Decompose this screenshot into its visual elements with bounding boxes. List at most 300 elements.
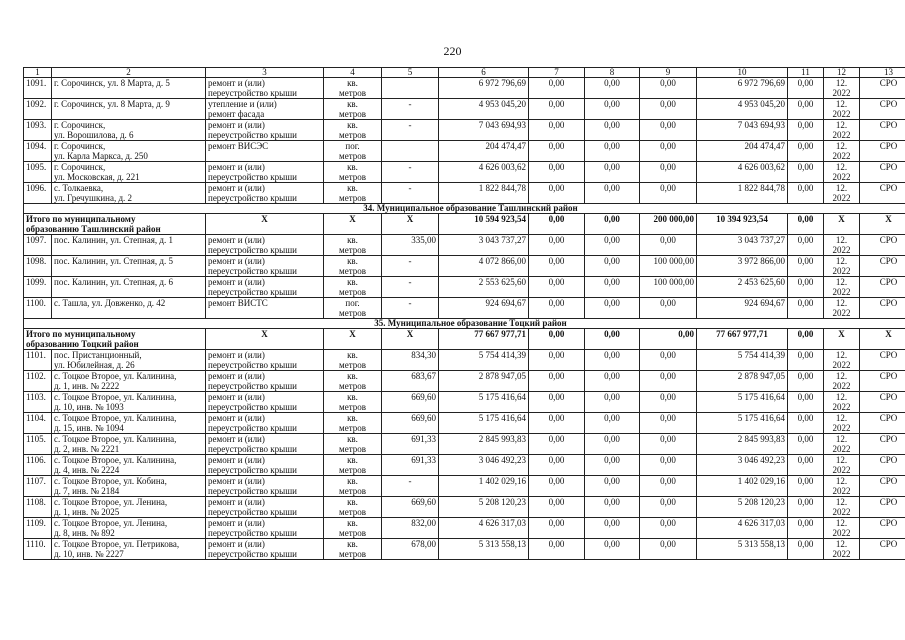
deadline xyxy=(824,476,860,497)
unit-line: метров xyxy=(339,381,366,391)
work-type xyxy=(206,120,324,141)
deadline-line: 2022 xyxy=(832,193,851,203)
row-number: 1104. xyxy=(24,413,52,434)
work-type xyxy=(206,413,324,434)
x-mark: Х xyxy=(382,214,439,235)
funding-value: 5 208 120,23 xyxy=(697,497,788,518)
deadline-line: 2022 xyxy=(832,287,851,297)
unit-line: метров xyxy=(339,465,366,475)
row-number: 1109. xyxy=(24,518,52,539)
funding-value: 0,00 xyxy=(585,434,640,455)
column-number: 3 xyxy=(206,68,324,78)
work-type xyxy=(206,78,324,99)
funding-value: 0,00 xyxy=(585,392,640,413)
column-number: 6 xyxy=(439,68,529,78)
method: СРО xyxy=(860,434,905,455)
funding-value: 204 474,47 xyxy=(697,141,788,162)
funding-value: 6 972 796,69 xyxy=(697,78,788,99)
address-line: с. Тоцкое Второе, ул. Петрикова, xyxy=(54,539,180,549)
method: СРО xyxy=(860,455,905,476)
row-number: 1102. xyxy=(24,371,52,392)
address-line: д. 8, инв. № 892 xyxy=(54,528,115,538)
subtotal-label-line: образованию Ташлинский район xyxy=(26,224,161,234)
work-type-line: ремонт и (или) xyxy=(208,497,265,507)
funding-value: 0,00 xyxy=(788,235,824,256)
work-type xyxy=(206,371,324,392)
work-type-line: переустройство крыши xyxy=(208,130,297,140)
subtotal-label xyxy=(24,329,206,350)
funding-value: 0,00 xyxy=(585,298,640,319)
work-type-line: переустройство крыши xyxy=(208,465,297,475)
work-type xyxy=(206,350,324,371)
unit xyxy=(324,277,382,298)
funding-value: 0,00 xyxy=(788,99,824,120)
table-row xyxy=(24,455,905,476)
deadline-line: 12. xyxy=(835,277,848,287)
area: 669,60 xyxy=(382,497,439,518)
deadline xyxy=(824,162,860,183)
deadline-line: 12. xyxy=(835,99,848,109)
unit-line: метров xyxy=(339,130,366,140)
total-cost: 3 043 737,27 xyxy=(439,235,529,256)
deadline-line: 12. xyxy=(835,298,848,308)
deadline-line: 2022 xyxy=(832,444,851,454)
funding-value: 0,00 xyxy=(529,371,585,392)
funding-value: 0,00 xyxy=(585,141,640,162)
row-number: 1106. xyxy=(24,455,52,476)
unit-line: метров xyxy=(339,287,366,297)
unit-line: кв. xyxy=(347,539,358,549)
address xyxy=(52,120,206,141)
work-type-line: переустройство крыши xyxy=(208,507,297,517)
work-type-line: ремонт и (или) xyxy=(208,162,265,172)
capital-repair-register-table xyxy=(23,67,905,560)
address xyxy=(52,141,206,162)
area: - xyxy=(382,476,439,497)
funding-value: 1 402 029,16 xyxy=(697,476,788,497)
column-number: 12 xyxy=(824,68,860,78)
total-cost: 5 175 416,64 xyxy=(439,413,529,434)
funding-value: 0,00 xyxy=(585,235,640,256)
area xyxy=(382,78,439,99)
unit xyxy=(324,99,382,120)
row-number: 1093. xyxy=(24,120,52,141)
table-row xyxy=(24,183,905,204)
deadline-line: 12. xyxy=(835,518,848,528)
method: СРО xyxy=(860,298,905,319)
funding-value: 4 626 003,62 xyxy=(697,162,788,183)
row-number: 1100. xyxy=(24,298,52,319)
funding-value: 100 000,00 xyxy=(640,256,697,277)
table-row xyxy=(24,518,905,539)
address-line: г. Сорочинск, xyxy=(54,162,106,172)
address-line: г. Сорочинск, xyxy=(54,141,106,151)
subtotal-row xyxy=(24,214,905,235)
funding-value: 77 667 977,71 xyxy=(697,329,788,350)
work-type: ремонт ВИСТС xyxy=(206,298,324,319)
total-cost: 2 553 625,60 xyxy=(439,277,529,298)
total-cost: 204 474,47 xyxy=(439,141,529,162)
funding-value: 0,00 xyxy=(585,99,640,120)
section-title: 34. Муниципальное образование Ташлинский район xyxy=(24,204,905,214)
work-type-line: ремонт и (или) xyxy=(208,235,265,245)
area: 335,00 xyxy=(382,235,439,256)
deadline xyxy=(824,298,860,319)
deadline-line: 2022 xyxy=(832,549,851,559)
row-number: 1094. xyxy=(24,141,52,162)
funding-value: 0,00 xyxy=(585,350,640,371)
address-line: д. 15, инв. № 1094 xyxy=(54,423,124,433)
unit-line: кв. xyxy=(347,413,358,423)
deadline xyxy=(824,256,860,277)
total-cost: 924 694,67 xyxy=(439,298,529,319)
work-type-line: переустройство крыши xyxy=(208,88,297,98)
area: 669,60 xyxy=(382,392,439,413)
unit-line: метров xyxy=(339,151,366,161)
deadline-line: 2022 xyxy=(832,486,851,496)
funding-value: 0,00 xyxy=(788,256,824,277)
funding-value: 1 822 844,78 xyxy=(697,183,788,204)
funding-value: 0,00 xyxy=(585,162,640,183)
funding-value: 0,00 xyxy=(640,455,697,476)
funding-value: 0,00 xyxy=(585,78,640,99)
method: СРО xyxy=(860,256,905,277)
address-line: д. 7, инв. № 2184 xyxy=(54,486,120,496)
deadline-line: 12. xyxy=(835,350,848,360)
unit-line: кв. xyxy=(347,371,358,381)
funding-value: 4 626 317,03 xyxy=(697,518,788,539)
work-type-line: переустройство крыши xyxy=(208,172,297,182)
x-mark: Х xyxy=(860,214,905,235)
address-line: д. 10, инв. № 2227 xyxy=(54,549,124,559)
work-type xyxy=(206,392,324,413)
unit-line: кв. xyxy=(347,183,358,193)
total-cost: 4 072 866,00 xyxy=(439,256,529,277)
area xyxy=(382,141,439,162)
unit-line: кв. xyxy=(347,78,358,88)
funding-value: 0,00 xyxy=(529,78,585,99)
address-line: ул. Ворошилова, д. 6 xyxy=(54,130,134,140)
funding-value: 0,00 xyxy=(788,329,824,350)
unit xyxy=(324,413,382,434)
unit-line: метров xyxy=(339,172,366,182)
deadline xyxy=(824,392,860,413)
funding-value: 0,00 xyxy=(585,518,640,539)
area: 669,60 xyxy=(382,413,439,434)
address xyxy=(52,392,206,413)
funding-value: 0,00 xyxy=(585,214,640,235)
total-cost: 77 667 977,71 xyxy=(439,329,529,350)
address: пос. Калинин, ул. Степная, д. 1 xyxy=(52,235,206,256)
unit-line: метров xyxy=(339,360,366,370)
funding-value: 0,00 xyxy=(529,298,585,319)
subtotal-row xyxy=(24,329,905,350)
funding-value: 0,00 xyxy=(585,277,640,298)
work-type-line: утепление и (или) xyxy=(208,99,277,109)
unit-line: метров xyxy=(339,308,366,318)
table-row xyxy=(24,162,905,183)
funding-value: 0,00 xyxy=(788,497,824,518)
deadline xyxy=(824,455,860,476)
funding-value: 0,00 xyxy=(788,539,824,560)
funding-value: 0,00 xyxy=(529,329,585,350)
unit xyxy=(324,78,382,99)
work-type xyxy=(206,162,324,183)
section-heading-row xyxy=(24,319,905,329)
unit-line: метров xyxy=(339,245,366,255)
funding-value: 0,00 xyxy=(640,329,697,350)
work-type-line: ремонт и (или) xyxy=(208,392,265,402)
row-number: 1091. xyxy=(24,78,52,99)
deadline xyxy=(824,350,860,371)
deadline xyxy=(824,413,860,434)
work-type-line: переустройство крыши xyxy=(208,423,297,433)
section-heading-row xyxy=(24,204,905,214)
x-mark: Х xyxy=(324,329,382,350)
address: г. Сорочинск, ул. 8 Марта, д. 5 xyxy=(52,78,206,99)
table-row xyxy=(24,141,905,162)
table-row xyxy=(24,371,905,392)
unit-line: метров xyxy=(339,88,366,98)
address-line: д. 4, инв. № 2224 xyxy=(54,465,120,475)
funding-value: 0,00 xyxy=(640,350,697,371)
deadline-line: 12. xyxy=(835,413,848,423)
unit xyxy=(324,539,382,560)
total-cost: 1 402 029,16 xyxy=(439,476,529,497)
address xyxy=(52,434,206,455)
column-number: 2 xyxy=(52,68,206,78)
address-line: д. 1, инв. № 2025 xyxy=(54,507,120,517)
funding-value: 0,00 xyxy=(788,120,824,141)
method: СРО xyxy=(860,350,905,371)
deadline-line: 2022 xyxy=(832,266,851,276)
unit-line: пог. xyxy=(345,141,360,151)
area: - xyxy=(382,120,439,141)
work-type-line: ремонт и (или) xyxy=(208,120,265,130)
unit-line: кв. xyxy=(347,235,358,245)
work-type: ремонт ВИСЭС xyxy=(206,141,324,162)
work-type xyxy=(206,99,324,120)
method: СРО xyxy=(860,78,905,99)
table-row xyxy=(24,298,905,319)
unit-line: пог. xyxy=(345,298,360,308)
funding-value: 0,00 xyxy=(585,256,640,277)
funding-value: 5 175 416,64 xyxy=(697,392,788,413)
address-line: ул. Карла Маркса, д. 250 xyxy=(54,151,148,161)
funding-value: 0,00 xyxy=(788,141,824,162)
work-type xyxy=(206,539,324,560)
unit-line: кв. xyxy=(347,476,358,486)
deadline-line: 2022 xyxy=(832,88,851,98)
address-line: с. Тоцкое Второе, ул. Калинина, xyxy=(54,434,177,444)
funding-value: 0,00 xyxy=(640,99,697,120)
funding-value: 5 175 416,64 xyxy=(697,413,788,434)
address xyxy=(52,539,206,560)
area: - xyxy=(382,183,439,204)
funding-value: 0,00 xyxy=(640,141,697,162)
deadline-line: 12. xyxy=(835,162,848,172)
address xyxy=(52,413,206,434)
area: - xyxy=(382,277,439,298)
deadline-line: 2022 xyxy=(832,528,851,538)
work-type xyxy=(206,434,324,455)
address-line: ул. Гречушкина, д. 2 xyxy=(54,193,133,203)
area: - xyxy=(382,99,439,120)
address-line: д. 1, инв. № 2222 xyxy=(54,381,120,391)
funding-value: 5 754 414,39 xyxy=(697,350,788,371)
work-type-line: ремонт и (или) xyxy=(208,518,265,528)
table-row xyxy=(24,476,905,497)
work-type-line: ремонт фасада xyxy=(208,109,265,119)
funding-value: 0,00 xyxy=(585,183,640,204)
row-number: 1098. xyxy=(24,256,52,277)
unit-line: кв. xyxy=(347,99,358,109)
funding-value: 0,00 xyxy=(640,392,697,413)
total-cost: 2 878 947,05 xyxy=(439,371,529,392)
method: СРО xyxy=(860,277,905,298)
table-row xyxy=(24,497,905,518)
funding-value: 3 043 737,27 xyxy=(697,235,788,256)
unit xyxy=(324,141,382,162)
total-cost: 1 822 844,78 xyxy=(439,183,529,204)
unit-line: метров xyxy=(339,444,366,454)
address xyxy=(52,350,206,371)
funding-value: 0,00 xyxy=(529,99,585,120)
work-type-line: ремонт и (или) xyxy=(208,350,265,360)
deadline-line: 12. xyxy=(835,371,848,381)
row-number: 1110. xyxy=(24,539,52,560)
address: с. Ташла, ул. Довженко, д. 42 xyxy=(52,298,206,319)
unit-line: кв. xyxy=(347,434,358,444)
method: СРО xyxy=(860,141,905,162)
total-cost: 5 208 120,23 xyxy=(439,497,529,518)
deadline-line: 2022 xyxy=(832,465,851,475)
work-type-line: ремонт и (или) xyxy=(208,256,265,266)
funding-value: 0,00 xyxy=(788,277,824,298)
funding-value: 0,00 xyxy=(640,78,697,99)
funding-value: 0,00 xyxy=(529,141,585,162)
deadline-line: 12. xyxy=(835,120,848,130)
address: пос. Калинин, ул. Степная, д. 5 xyxy=(52,256,206,277)
work-type-line: ремонт и (или) xyxy=(208,277,265,287)
deadline-line: 2022 xyxy=(832,245,851,255)
funding-value: 0,00 xyxy=(529,497,585,518)
funding-value: 0,00 xyxy=(529,518,585,539)
funding-value: 0,00 xyxy=(640,120,697,141)
funding-value: 0,00 xyxy=(585,329,640,350)
table-row xyxy=(24,256,905,277)
deadline-line: 2022 xyxy=(832,308,851,318)
funding-value: 2 878 947,05 xyxy=(697,371,788,392)
row-number: 1101. xyxy=(24,350,52,371)
funding-value: 0,00 xyxy=(788,350,824,371)
row-number: 1097. xyxy=(24,235,52,256)
column-number: 13 xyxy=(860,68,905,78)
deadline xyxy=(824,120,860,141)
total-cost: 2 845 993,83 xyxy=(439,434,529,455)
work-type-line: переустройство крыши xyxy=(208,486,297,496)
address: г. Сорочинск, ул. 8 Марта, д. 9 xyxy=(52,99,206,120)
funding-value: 0,00 xyxy=(529,256,585,277)
unit-line: метров xyxy=(339,266,366,276)
funding-value: 0,00 xyxy=(585,413,640,434)
section-title: 35. Муниципальное образование Тоцкий район xyxy=(24,319,905,329)
address xyxy=(52,183,206,204)
work-type xyxy=(206,455,324,476)
funding-value: 0,00 xyxy=(529,539,585,560)
area: 832,00 xyxy=(382,518,439,539)
method: СРО xyxy=(860,183,905,204)
deadline xyxy=(824,141,860,162)
unit xyxy=(324,476,382,497)
work-type-line: ремонт и (или) xyxy=(208,539,265,549)
total-cost: 4 953 045,20 xyxy=(439,99,529,120)
address xyxy=(52,162,206,183)
work-type-line: ремонт и (или) xyxy=(208,455,265,465)
row-number: 1108. xyxy=(24,497,52,518)
funding-value: 0,00 xyxy=(788,371,824,392)
work-type-line: переустройство крыши xyxy=(208,381,297,391)
x-mark: Х xyxy=(824,329,860,350)
work-type-line: переустройство крыши xyxy=(208,402,297,412)
address-line: с. Тоцкое Второе, ул. Ленина, xyxy=(54,518,168,528)
funding-value: 0,00 xyxy=(788,162,824,183)
funding-value: 0,00 xyxy=(585,476,640,497)
table-row xyxy=(24,277,905,298)
unit xyxy=(324,434,382,455)
deadline xyxy=(824,497,860,518)
deadline-line: 2022 xyxy=(832,423,851,433)
unit-line: кв. xyxy=(347,162,358,172)
method: СРО xyxy=(860,120,905,141)
address-line: с. Тоцкое Второе, ул. Калинина, xyxy=(54,392,177,402)
address-line: с. Толкаевка, xyxy=(54,183,104,193)
deadline-line: 12. xyxy=(835,476,848,486)
x-mark: Х xyxy=(206,214,324,235)
unit xyxy=(324,162,382,183)
area: 834,30 xyxy=(382,350,439,371)
deadline-line: 12. xyxy=(835,455,848,465)
unit-line: метров xyxy=(339,109,366,119)
deadline-line: 12. xyxy=(835,78,848,88)
subtotal-label-line: Итого по муниципальному xyxy=(26,329,136,339)
work-type xyxy=(206,183,324,204)
total-cost: 10 594 923,54 xyxy=(439,214,529,235)
deadline xyxy=(824,78,860,99)
funding-value: 0,00 xyxy=(788,78,824,99)
unit-line: метров xyxy=(339,486,366,496)
work-type-line: ремонт и (или) xyxy=(208,183,265,193)
unit-line: кв. xyxy=(347,120,358,130)
work-type-line: ремонт и (или) xyxy=(208,371,265,381)
deadline xyxy=(824,235,860,256)
total-cost: 5 175 416,64 xyxy=(439,392,529,413)
funding-value: 3 972 866,00 xyxy=(697,256,788,277)
deadline xyxy=(824,183,860,204)
funding-value: 0,00 xyxy=(529,162,585,183)
unit xyxy=(324,518,382,539)
unit xyxy=(324,392,382,413)
deadline xyxy=(824,434,860,455)
unit xyxy=(324,350,382,371)
total-cost: 3 046 492,23 xyxy=(439,455,529,476)
funding-value: 200 000,00 xyxy=(640,214,697,235)
funding-value: 2 845 993,83 xyxy=(697,434,788,455)
row-number: 1099. xyxy=(24,277,52,298)
method: СРО xyxy=(860,162,905,183)
unit xyxy=(324,371,382,392)
deadline-line: 12. xyxy=(835,183,848,193)
